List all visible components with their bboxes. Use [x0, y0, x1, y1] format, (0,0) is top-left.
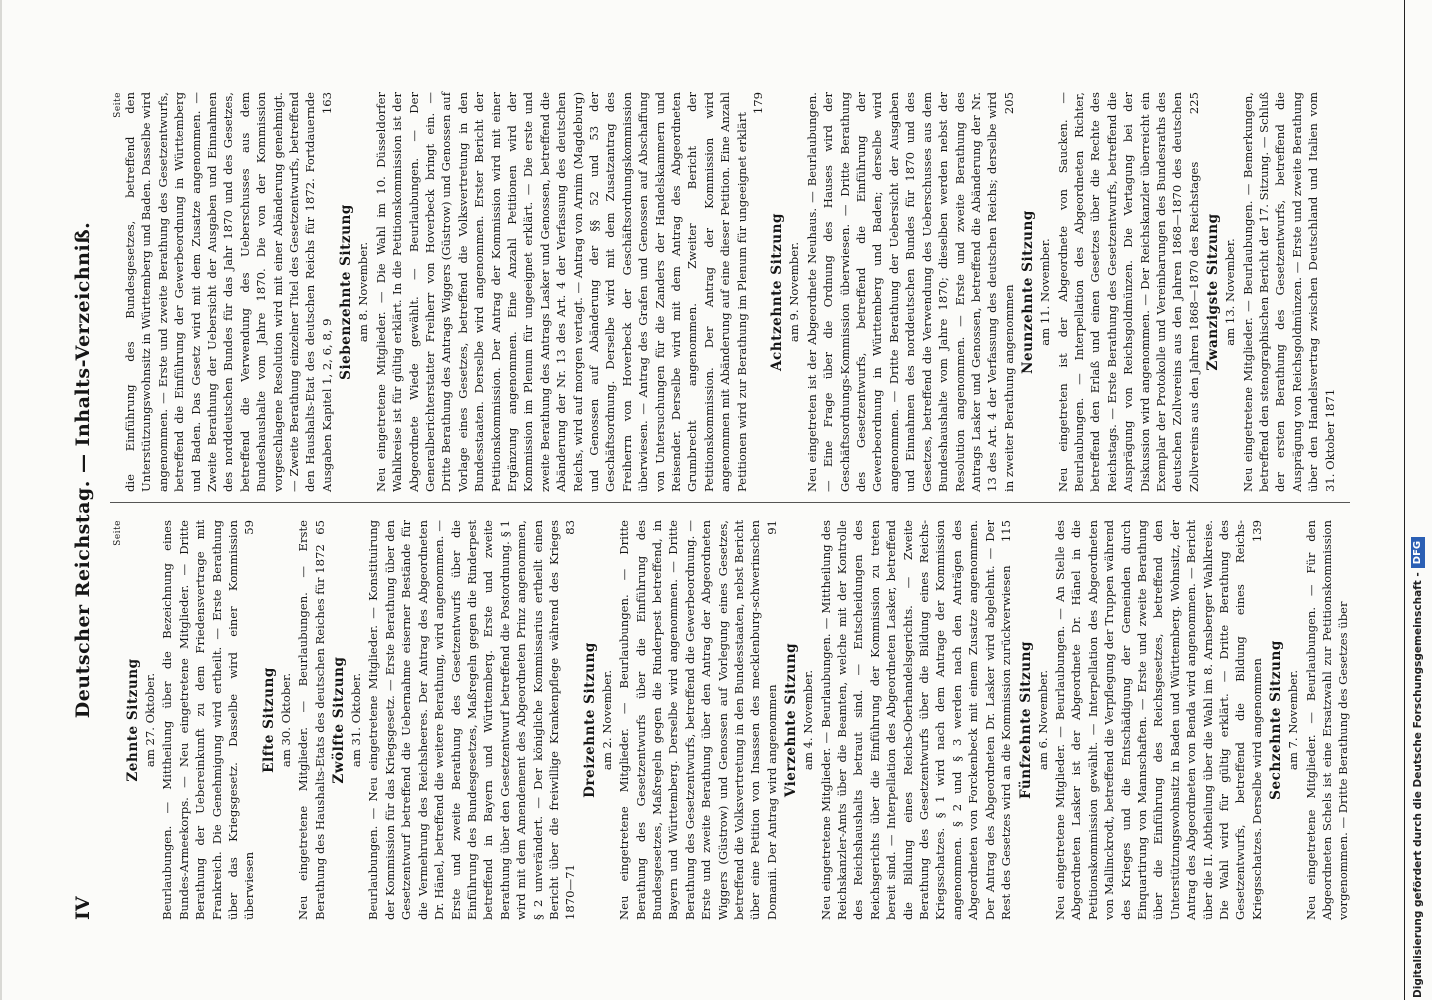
- session-title: Dreizehnte Sitzung: [581, 642, 598, 798]
- session-description: Neu eingetretene Mitglieder. — Beurlaubungen. — Für den Abgeordneten Schels ist eine Ersatzwahl zur Petitionskommission vorgenommen. — Dritte Berathung des Gesetzes über: [1303, 520, 1351, 920]
- page-reference: 139: [1249, 520, 1264, 543]
- session-title: Zehnte Sitzung: [125, 658, 141, 782]
- dfg-notice-text: Digitalisierung gefördert durch die Deutsche Forschungsgemeinschaft -: [1412, 572, 1424, 998]
- session-text: [159, 520, 257, 920]
- session-text: [122, 92, 335, 492]
- session-entry: [582, 520, 780, 920]
- page-reference: 83: [563, 520, 578, 535]
- session-date: am 9. November.: [787, 241, 802, 343]
- page-header: [72, 20, 102, 920]
- dfg-funding-notice: [1411, 4, 1427, 998]
- seite-label: Seite: [113, 92, 123, 118]
- session-description: Neu eingetretene Mitglieder. — Beurlaubungen. — Mittheilung des Reichskanzler-Amts über die Beamten, welche mit der Kontrolle des Reichshaushalts betraut sind. — Entscheidungen des Reichsgerichts über die Einführung der Kommission zu treten bereit sind. — Interpellation des Abgeordneten Lasker, betreffend die Bildung eines Reichs-Oberhandelsgerichts. — Zweite Berathung des Gesetzentwurfs über die Bildung eines Reichs-Kriegsschatzes. § 1 wird nach dem Antrage der Kommission angenommen. § 2 und § 3 werden nach den Anträgen des Abgeordneten von Forckenbeck mit einem Zusatze angenommen. Der Antrag des Abgeordneten Dr. Lasker wird abgelehnt. — Der Rest des Gesetzes wird an die Kommission zurückverwiesen: [818, 520, 1014, 920]
- seite-label: Seite: [113, 520, 123, 546]
- session-entry: [331, 520, 579, 920]
- session-title: Fünfzehnte Sitzung: [1017, 640, 1034, 800]
- page-reference: 163: [319, 92, 334, 115]
- session-description: Neu eingetretene Mitglieder. — Beurlaubungen. — Erste Berathung des Haushalts-Etats des deutschen Reiches für 1872: [296, 520, 327, 920]
- session-entry: [1268, 520, 1352, 920]
- dfg-logo: DFG: [1411, 537, 1425, 568]
- session-date: am 7. November.: [1286, 669, 1301, 771]
- session-title: Elfte Sitzung: [260, 667, 277, 773]
- session-entry: [1018, 520, 1266, 920]
- session-date: am 6. November.: [1035, 669, 1050, 771]
- left-column: [110, 520, 1352, 920]
- page-number: IV: [72, 896, 94, 920]
- session-text: [818, 520, 1015, 920]
- session-entry: [338, 92, 766, 492]
- session-date: am 11. November.: [1038, 238, 1053, 346]
- page-reference: 205: [1001, 92, 1016, 115]
- page-title: Deutscher Reichstag. — Inhalts-Verzeichniß.: [72, 221, 94, 719]
- session-text: [616, 520, 780, 920]
- session-description: Neu eingetretene Mitglieder. — Beurlaubungen. — An Stelle des Abgeordneten Lasker ist der Abgeordnete Dr. Hänel in die Petitionskommission gewählt. — Interpellation des Abgeordneten von Mallinckrodt, betreffend die Verpflegung der Truppen während des Krieges und die Entschädigung der Gemeinden durch Einquartirung von Mannschaften. — Erste und zweite Berathung über die Einführung des Reichsgesetzes, betreffend den Unterstützungswohnsitz in Baden und Württemberg. Wohnsitz, der Antrag des Abgeordneten von Benda wird angenommen. — Bericht über die II. Abtheilung über die Wahl im 8. Arnsberger Wahlkreise. Die Wahl wird für gültig erklärt. — Dritte Berathung des Gesetzentwurfs, betreffend die Bildung eines Reichs-Kriegsschatzes. Derselbe wird angenommen: [1052, 520, 1264, 920]
- right-session-list: [338, 92, 1338, 492]
- session-description: Beurlaubungen. — Mittheilung über die Bezeichnung eines Bundes-Armeekorps. — Neu eingetretene Mitglieder. — Dritte Berathung der Uebereinkunft zu dem Friedensvertrage mit Frankreich. Die Genehmigung wird ertheilt. — Erste Berathung über das Kriegsgesetz. Dasselbe wird einer Kommission überwiesen: [160, 520, 257, 920]
- session-title: Achtzehnte Sitzung: [769, 212, 786, 372]
- session-text: [1303, 520, 1352, 920]
- column-divider: [110, 502, 1350, 503]
- session-entry: [1205, 92, 1338, 492]
- page-reference: 115: [999, 520, 1014, 543]
- page-reference: 91: [764, 520, 779, 535]
- session-description: Neu eingetretene Mitglieder. — Beurlaubungen. — Dritte Berathung des Gesetzentwurfs über die Einführung des Bundesgesetzes, Maßregeln gegen die Rinderpest betreffend, in Bayern und Württemberg. Derselbe wird angenommen. — Dritte Berathung des Gesetzentwurfs, betreffend die Gewerbeordnung. — Erste und zweite Berathung über den Antrag der Abgeordneten Wiggers (Güstrow) und Genossen auf Vorlegung eines Gesetzes, betreffend die Volksvertretung in den Bundesstaaten, nebst Bericht über eine Petition von Insassen des mecklenburg-schwerinschen Domanii. Der Antrag wird angenommen: [617, 520, 779, 920]
- session-description: Neu eingetretene Mitglieder. — Die Wahl im 10. Düsseldorfer Wahlkreise ist für gültig erklärt. In die Petitionskommission ist der Abgeordnete Wiede gewählt. — Beurlaubungen. — Der Generalberichterstatter Freiherr von Hoverbeck bringt ein. — Dritte Berathung des Antrags Wiggers (Güstrow) und Genossen auf Vorlage eines Gesetzes, betreffend die Volksvertretung in den Bundesstaaten. Derselbe wird angenommen. Erster Bericht der Petitionskommission. Der Antrag der Kommission wird mit einer Ergänzung angenommen. Eine Anzahl Petitionen wird der Kommission im Plenum für ungeeignet erklärt. — Die erste und zweite Berathung des Antrags Lasker und Genossen, betreffend die Abänderung der Nr. 13 des Art. 4 der Verfassung des deutschen Reichs, wird auf morgen vertagt. — Antrag von Arnim (Magdeburg) und Genossen auf Abänderung der §§ 52 und 53 der Geschäftsordnung. Derselbe wird mit dem Zusatzantrag des Freiherrn von Hoverbeck der Geschäftsordnungskommission überwiesen. — Antrag des Grafen und Genossen auf Abschaffung von Untersuchungen für die Zanders der Handelskammern und Reisender. Derselbe wird mit dem Antrag des Abgeordneten Grumbrecht angenommen. Zweiter Bericht der Petitionskommission. Der Antrag der Kommission wird angenommen mit Abänderung auf eine dieser Petition. Eine Anzahl Petitionen wird zur Berathung im Plenum für ungeeignet erklärt: [373, 92, 749, 492]
- session-date: am 8. November.: [356, 241, 371, 343]
- session-entry: [125, 520, 258, 920]
- page-reference: 179: [751, 92, 766, 115]
- session-entry: [1020, 92, 1202, 492]
- session-date: am 27. Oktober.: [143, 672, 157, 768]
- session-description: Neu eingetretene Mitglieder. — Beurlaubungen. — Bemerkungen, betreffend den stenographischen Bericht der 17. Sitzung. — Schluß der ersten Berathung des Gesetzentwurfs, betreffend die Ausprägung von Reichsgoldmünzen. — Erste und zweite Berathung über den Handelsvertrag zwischen Deutschland und Italien vom 31. Oktober 1871: [1240, 92, 1337, 492]
- session-description: Neu eingetreten ist der Abgeordnete Neuhaus. — Beurlaubungen. — Eine Frage über die Ordnung des Hauses wird der Geschäftsordnungs-Kommission überwiesen. — Dritte Berathung des Gesetzentwurfs, betreffend die Einführung der Gewerbeordnung in Württemberg und Baden; derselbe wird angenommen. — Dritte Berathung der Uebersicht der Ausgaben und Einnahmen des norddeutschen Bundes für 1870 und des Gesetzes, betreffend die Verwendung des Ueberschusses aus dem Bundeshaushalte vom Jahre 1870; dieselben werden nebst der Resolution angenommen. — Erste und zweite Berathung des Antrags Lasker und Genossen, betreffend die Abänderung der Nr. 13 des Art. 4 der Verfassung des deutschen Reichs; derselbe wird in zweiter Berathung angenommen: [804, 92, 1016, 492]
- session-title: Siebenzehnte Sitzung: [338, 204, 355, 380]
- session-title: Vierzehnte Sitzung: [783, 642, 800, 798]
- session-description: Beurlaubungen. — Neu eingetretene Mitglieder. — Konstituirung der Kommission für das Kriegsgesetz. — Erste Berathung über den Gesetzentwurf betreffend die Uebernahme eiserner Bestände für die Vermehrung des Reichsheeres. Der Antrag des Abgeordneten Dr. Hänel, betreffend die weitere Berathung, wird angenommen. — Erste und zweite Berathung des Gesetzentwurfs über die Einführung des Bundesgesetzes, Maßregeln gegen die Rinderpest betreffend in Bayern und Württemberg. Erste und zweite Berathung über den Gesetzentwurf betreffend die Postordnung. § 1 wird mit dem Amendement des Abgeordneten Prinz angenommen, § 2 unverändert. — Der königliche Kommissarius ertheilt einen Bericht über die freiwillige Krankenpflege während des Krieges 1870—71: [366, 520, 578, 920]
- session-text: [365, 520, 578, 920]
- page-reference: 65: [312, 520, 327, 535]
- session-entry: [261, 520, 328, 920]
- session-title: Sechzehnte Sitzung: [1268, 640, 1285, 800]
- session-date: am 13. November.: [1223, 238, 1238, 346]
- session-description: die Einführung des Bundesgesetzes, betreffend den Unterstützungswohnsitz in Württemberg und Baden. Dasselbe wird angenommen. — Erste und zweite Berathung des Gesetzentwurfs, betreffend die Einführung der Gewerbeordnung in Württemberg und Baden. Das Gesetz wird mit dem Zusatze angenommen. — Zweite Berathung der Uebersicht der Ausgaben und Einnahmen des norddeutschen Bundes für das Jahr 1870 und des Gesetzes, betreffend die Verwendung des Ueberschusses aus dem Bundeshaushalte vom Jahre 1870. Die von der Kommission vorgeschlagene Resolution wird mit einer Abänderung genehmigt. — Zweite Berathung einzelner Titel des Gesetzentwurfs, betreffend den Haushalts-Etat des deutschen Reichs für 1872. Fortdauernde Ausgaben Kapitel 1, 2, 6, 8, 9: [123, 92, 334, 492]
- session-continuation: [122, 92, 335, 492]
- session-date: am 2. November.: [599, 669, 614, 771]
- left-session-list: [125, 520, 1352, 920]
- session-text: [1055, 92, 1203, 492]
- page-reference: 225: [1186, 92, 1201, 115]
- session-text: [295, 520, 328, 920]
- session-text: [373, 92, 767, 492]
- right-column: [110, 92, 1338, 492]
- session-date: am 4. November.: [801, 669, 816, 771]
- session-title: Zwanzigste Sitzung: [1205, 213, 1222, 371]
- session-entry: [783, 520, 1014, 920]
- session-title: Neunzehnte Sitzung: [1020, 210, 1037, 374]
- page-reference: 59: [242, 520, 257, 535]
- session-date: am 31. Oktober.: [349, 672, 364, 768]
- session-entry: [769, 92, 1017, 492]
- session-text: [1240, 92, 1338, 492]
- session-date: am 30. Oktober.: [278, 672, 293, 768]
- session-description: Neu eingetreten ist der Abgeordnete von Saucken. — Beurlaubungen. — Interpellation des Abgeordneten Richter, betreffend den Erlaß und einen Gesetzes über die Rechte des Reichstags. — Erste Berathung des Gesetzentwurfs, betreffend die Ausprägung von Reichsgoldmünzen. Die Vertagung bei der Diskussion wird angenommen. — Der Reichskanzler überreicht ein Exemplar der Protokolle und Vereinbarungen des Bundesraths des deutschen Zollvereins aus den Jahren 1868—1870 des deutschen Zollvereins aus den Jahren 1868—1870 des Reichstages: [1055, 92, 1201, 492]
- session-text: [804, 92, 1017, 492]
- session-text: [1052, 520, 1265, 920]
- session-title: Zwölfte Sitzung: [331, 656, 348, 784]
